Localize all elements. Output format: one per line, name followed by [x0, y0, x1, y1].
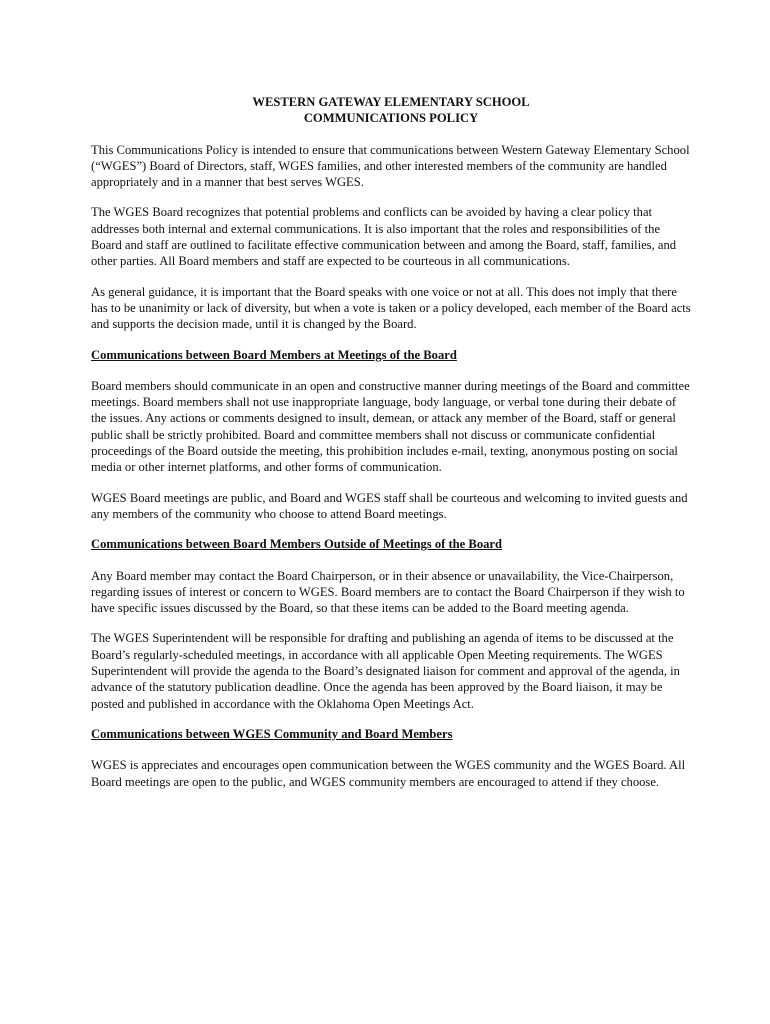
document-title-block	[91, 94, 691, 127]
document-body	[91, 94, 691, 804]
document-title: WESTERN GATEWAY ELEMENTARY SCHOOL	[252, 95, 530, 109]
section-meetings-paragraph-public: WGES Board meetings are public, and Board and WGES staff shall be courteous and welcoming to invited guests and any members of the community who choose to attend Board meetings.	[91, 490, 688, 521]
document-subtitle: COMMUNICATIONS POLICY	[303, 111, 479, 126]
section-heading-community: Communications between WGES Community and Board Members	[91, 726, 453, 741]
section-outside-paragraph-contact: Any Board member may contact the Board Chairperson, or in their absence or unavailability, the Vice-Chairperson, regarding issues of interest or concern to WGES. Board members are to contact the Board Chairperson if they wish to have specific issues discussed by the Board, so that these items can be added to the Board meeting agenda.	[91, 568, 685, 616]
section-meetings-paragraph-conduct: Board members should communicate in an open and constructive manner during meetings of the Board and committee meetings. Board members shall not use inappropriate language, body language, or verbal tone during their debate of the issues. Any actions or comments designed to insult, demean, or attack any member of the Board, staff or general public shall be strictly prohibited. Board and committee members shall not discuss or communicate confidential proceedings of the Board outside the meeting, this prohibition includes e-mail, texting, anonymous posting on social media or other internet platforms, and other forms of communication.	[91, 378, 690, 475]
section-heading-outside-meetings: Communications between Board Members Outside of Meetings of the Board	[91, 537, 503, 552]
section-community-paragraph: WGES is appreciates and encourages open communication between the WGES community and the WGES Board. All Board meetings are open to the public, and WGES community members are encouraged to attend if they choose.	[91, 758, 686, 789]
section-heading-meetings: Communications between Board Members at Meetings of the Board	[91, 347, 457, 362]
section-outside-paragraph-agenda: The WGES Superintendent will be responsible for drafting and publishing an agenda of items to be discussed at the Board’s regularly-scheduled meetings, in accordance with all applicable Open Meeting requirements. The WGES Superintendent will provide the agenda to the Board’s designated liaison for comment and approval of the agenda, in advance of the statutory publication deadline. Once the agenda has been approved by the Board liaison, it may be posted and published in accordance with the Oklahoma Open Meetings Act.	[91, 631, 680, 711]
intro-paragraph-roles: The WGES Board recognizes that potential problems and conflicts can be avoided by having a clear policy that addresses both internal and external communications. It is also important that the roles and responsibilities of the Board and staff are outlined to facilitate effective communication between and among the Board, staff, families, and other parties. All Board members and staff are expected to be courteous in all communications.	[91, 205, 677, 269]
intro-paragraph-guidance: As general guidance, it is important that the Board speaks with one voice or not at all. This does not imply that there has to be unanimity or lack of diversity, but when a vote is taken or a policy developed, each member of the Board acts and supports the decision made, until it is changed by the Board.	[91, 284, 691, 332]
intro-paragraph-purpose: This Communications Policy is intended to ensure that communications between Western Gateway Elementary School (“WGES”) Board of Directors, staff, WGES families, and other interested members of the community are handled appropriately and in a manner that best serves WGES.	[91, 142, 690, 190]
